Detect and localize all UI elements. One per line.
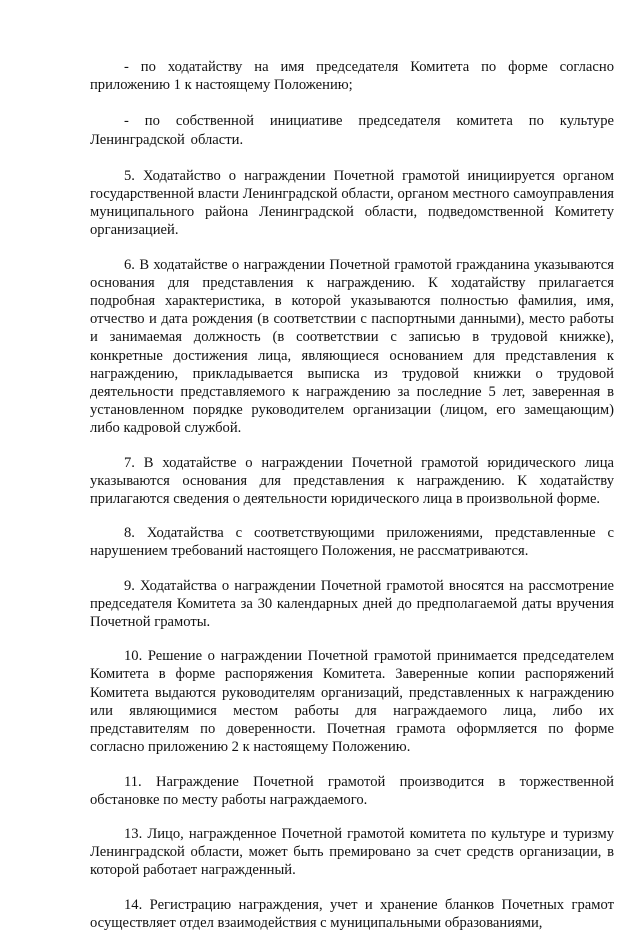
paragraph-6: 6. В ходатайстве о награждении Почетной грамотой гражданина указываются основания для представления к награждению. К ходатайству прилагается подробная характеристика, в которой указываются полностью фамилия, имя, отчество и дата рождения (в соответствии с паспортными данными), место работы и занимаемая должность (в соответствии с записью в трудовой книжке), конкретные достижения лица, являющиеся основанием для представления к награждению, прикладывается выписка из трудовой книжки о трудовой деятельности представляемого к награждению за последние 5 лет, заверенная в установленном порядке руководителем организации (лицом, его замещающим) либо кадровой службой. xyxy=(90,256,614,437)
paragraph-13: 13. Лицо, награжденное Почетной грамотой комитета по культуре и туризму Ленинградской области, может быть премировано за счет средств организации, в которой работает награжденный. xyxy=(90,825,614,879)
paragraph-10: 10. Решение о награждении Почетной грамотой принимается председателем Комитета в форме распоряжения Комитета. Заверенные копии распоряжений Комитета выдаются руководителям организаций, представленных к награждению или являющимися местом работы для награждаемого лица, либо их представителям по доверенности. Почетная грамота оформляется по форме согласно приложению 2 к настоящему Положению. xyxy=(90,648,614,756)
paragraph-8: 8. Ходатайства с соответствующими приложениями, представленные с нарушением требований настоящего Положения, не рассматриваются. xyxy=(90,525,614,560)
document-page xyxy=(90,58,614,948)
paragraph-7: 7. В ходатайстве о награждении Почетной грамотой юридического лица указываются основания для представления к награждению. К ходатайству прилагаются сведения о деятельности юридического лица в произвольной форме. xyxy=(90,454,614,508)
paragraph-dash-2: - по собственной инициативе председателя комитета по культуре Ленинградской области. xyxy=(90,113,614,148)
paragraph-14: 14. Регистрацию награждения, учет и хранение бланков Почетных грамот осуществляет отдел взаимодействия с муниципальными образованиями, xyxy=(90,896,614,931)
paragraph-9: 9. Ходатайства о награждении Почетной грамотой вносятся на рассмотрение председателя Комитета за 30 календарных дней до предполагаемой даты вручения Почетной грамоты. xyxy=(90,577,614,631)
paragraph-11: 11. Награждение Почетной грамотой производится в торжественной обстановке по месту работы награждаемого. xyxy=(90,773,614,808)
paragraph-dash-1: - по ходатайству на имя председателя Комитета по форме согласно приложению 1 к настоящему Положению; xyxy=(90,59,614,94)
paragraph-5: 5. Ходатайство о награждении Почетной грамотой инициируется органом государственной власти Ленинградской области, органом местного самоуправления муниципального района Ленинградской области, подведомственной Комитету организацией. xyxy=(90,167,614,239)
